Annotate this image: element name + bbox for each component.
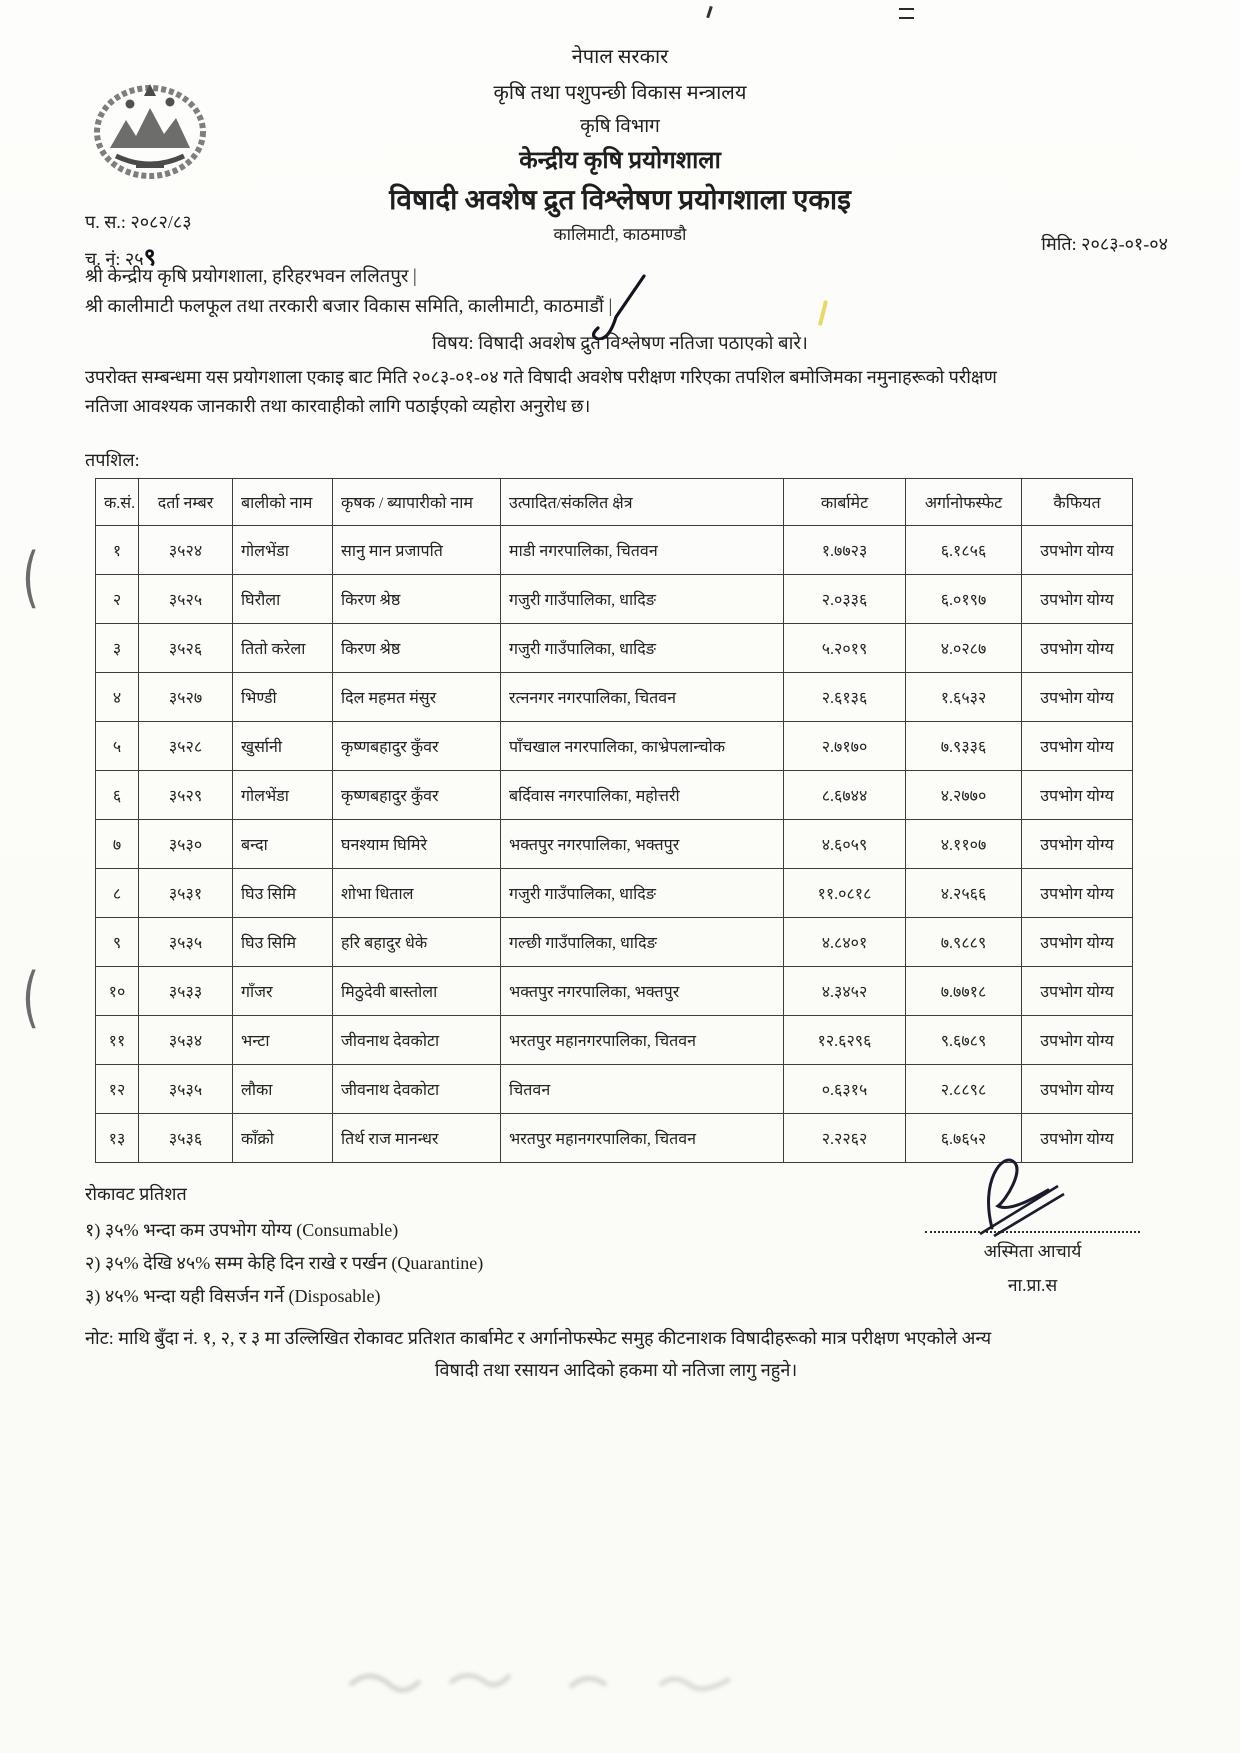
table-cell: गजुरी गाउँपालिका, धादिङ bbox=[501, 869, 784, 918]
table-cell: ७ bbox=[96, 820, 139, 869]
table-cell: ४.६०५९ bbox=[784, 820, 906, 869]
table-cell: तितो करेला bbox=[233, 624, 333, 673]
threshold-item: ३) ४५% भन्दा यही विसर्जन गर्ने (Disposable) bbox=[85, 1286, 381, 1306]
gov-line: नेपाल सरकार bbox=[571, 46, 669, 68]
table-cell: ८.६७४४ bbox=[784, 771, 906, 820]
table-cell: उपभोग योग्य bbox=[1022, 820, 1133, 869]
table-cell: उपभोग योग्य bbox=[1022, 967, 1133, 1016]
handwritten-signature bbox=[958, 1148, 1108, 1240]
table-cell: उपभोग योग्य bbox=[1022, 771, 1133, 820]
table-cell: गजुरी गाउँपालिका, धादिङ bbox=[501, 575, 784, 624]
addressee-line: श्री केन्द्रीय कृषि प्रयोगशाला, हरिहरभवन ललितपुर | bbox=[85, 267, 417, 287]
dispatch-number-handwritten: ९ bbox=[143, 242, 157, 271]
signatory-name: अस्मिता आचार्य bbox=[983, 1241, 1082, 1261]
column-header: अर्गानोफस्फेट bbox=[906, 479, 1022, 526]
column-header: क.सं. bbox=[96, 479, 139, 526]
table-row bbox=[96, 918, 1133, 967]
table-cell: उपभोग योग्य bbox=[1022, 673, 1133, 722]
ink-bleedthrough bbox=[340, 1655, 770, 1715]
dispatch-number-printed: च. नं: २५ bbox=[85, 249, 144, 269]
table-cell: ३५२५ bbox=[139, 575, 233, 624]
table-cell: उपभोग योग्य bbox=[1022, 1016, 1133, 1065]
table-cell: उपभोग योग्य bbox=[1022, 624, 1133, 673]
threshold-list bbox=[85, 1214, 483, 1313]
table-cell: चितवन bbox=[501, 1065, 784, 1114]
table-cell: ३५२४ bbox=[139, 526, 233, 575]
body-line: नतिजा आवश्यक जानकारी तथा कारवाहीको लागि पठाईएको व्यहोरा अनुरोध छ। bbox=[85, 396, 591, 416]
table-cell: ४.११०७ bbox=[906, 820, 1022, 869]
table-cell: ३५३१ bbox=[139, 869, 233, 918]
table-cell: ७.९८८९ bbox=[906, 918, 1022, 967]
table-cell: गाँजर bbox=[233, 967, 333, 1016]
table-cell: ३५२९ bbox=[139, 771, 233, 820]
table-cell: ३५२८ bbox=[139, 722, 233, 771]
table-cell: ९.६७८९ bbox=[906, 1016, 1022, 1065]
table-cell: ५.२०१९ bbox=[784, 624, 906, 673]
table-row bbox=[96, 967, 1133, 1016]
table-cell: ८ bbox=[96, 869, 139, 918]
subject-line: विषय: विषादी अवशेष द्रुत विश्लेषण नतिजा पठाएको बारे। bbox=[432, 334, 808, 354]
table-cell: ७.७७१८ bbox=[906, 967, 1022, 1016]
table-cell: ६ bbox=[96, 771, 139, 820]
table-cell: १ bbox=[96, 526, 139, 575]
department-line: कृषि विभाग bbox=[580, 116, 660, 137]
table-cell: ३५३३ bbox=[139, 967, 233, 1016]
table-cell: किरण श्रेष्ठ bbox=[333, 624, 501, 673]
table-cell: ९ bbox=[96, 918, 139, 967]
table-cell: ५ bbox=[96, 722, 139, 771]
table-cell: कृष्णबहादुर कुँवर bbox=[333, 771, 501, 820]
signature-block bbox=[925, 1148, 1140, 1297]
table-cell: ६.१८५६ bbox=[906, 526, 1022, 575]
table-cell: माडी नगरपालिका, चितवन bbox=[501, 526, 784, 575]
table-cell: घिउ सिमि bbox=[233, 918, 333, 967]
table-cell: भिण्डी bbox=[233, 673, 333, 722]
table-cell: ३५३४ bbox=[139, 1016, 233, 1065]
table-cell: ६.०१९७ bbox=[906, 575, 1022, 624]
table-row bbox=[96, 526, 1133, 575]
table-cell: उपभोग योग्य bbox=[1022, 1114, 1133, 1163]
table-row bbox=[96, 575, 1133, 624]
table-cell: पाँचखाल नगरपालिका, काभ्रेपलान्चोक bbox=[501, 722, 784, 771]
addressee-line: श्री कालीमाटी फलफूल तथा तरकारी बजार विकास समिति, कालीमाटी, काठमाडौं | bbox=[85, 297, 613, 317]
table-cell: भरतपुर महानगरपालिका, चितवन bbox=[501, 1016, 784, 1065]
note-line: नोट: माथि बुँदा नं. १, २, र ३ मा उल्लिखित रोकावट प्रतिशत कार्बामेट र अर्गानोफस्फेट समुह कीटनाशक विषादीहरूको मात्र परीक्षण भएकोले अन्य bbox=[85, 1328, 992, 1348]
column-header: कार्बामेट bbox=[784, 479, 906, 526]
table-cell: घनश्याम घिमिरे bbox=[333, 820, 501, 869]
table-cell: गजुरी गाउँपालिका, धादिङ bbox=[501, 624, 784, 673]
address-line: कालिमाटी, काठमाण्डौ bbox=[553, 225, 687, 244]
table-cell: १.६५३२ bbox=[906, 673, 1022, 722]
table-cell: १२.६२९६ bbox=[784, 1016, 906, 1065]
table-cell: ३५३५ bbox=[139, 918, 233, 967]
table-row bbox=[96, 624, 1133, 673]
table-cell: ४.२७७० bbox=[906, 771, 1022, 820]
column-header: कैफियत bbox=[1022, 479, 1133, 526]
threshold-item: १) ३५% भन्दा कम उपभोग योग्य (Consumable) bbox=[85, 1220, 399, 1240]
table-cell: ११.०८१८ bbox=[784, 869, 906, 918]
column-header: उत्पादित/संकलित क्षेत्र bbox=[501, 479, 784, 526]
yellow-pen-mark bbox=[818, 300, 828, 326]
note-paragraph bbox=[85, 1322, 1147, 1386]
table-cell: मिठुदेवी बास्तोला bbox=[333, 967, 501, 1016]
table-cell: २.०३३६ bbox=[784, 575, 906, 624]
table-cell: सानु मान प्रजापति bbox=[333, 526, 501, 575]
column-header: कृषक / ब्यापारीको नाम bbox=[333, 479, 501, 526]
table-cell: किरण श्रेष्ठ bbox=[333, 575, 501, 624]
table-cell: ३५२६ bbox=[139, 624, 233, 673]
table-cell: १२ bbox=[96, 1065, 139, 1114]
table-cell: ४.३४५२ bbox=[784, 967, 906, 1016]
body-line: उपरोक्त सम्बन्धमा यस प्रयोगशाला एकाइ बाट मिति २०८३-०१-०४ गते विषादी अवशेष परीक्षण गरिएका तपशिल बमोजिमका नमुनाहरूको परीक्षण bbox=[85, 367, 997, 387]
unit-title-line: विषादी अवशेष द्रुत विश्लेषण प्रयोगशाला एकाइ bbox=[389, 185, 851, 216]
column-header: दर्ता नम्बर bbox=[139, 479, 233, 526]
table-cell: बर्दिवास नगरपालिका, महोत्तरी bbox=[501, 771, 784, 820]
table-cell: ७.९३३६ bbox=[906, 722, 1022, 771]
table-cell: शोभा धिताल bbox=[333, 869, 501, 918]
table-cell: खुर्सानी bbox=[233, 722, 333, 771]
signatory-designation: ना.प्रा.स bbox=[1007, 1275, 1058, 1295]
table-row bbox=[96, 1065, 1133, 1114]
table-row bbox=[96, 673, 1133, 722]
table-cell: २ bbox=[96, 575, 139, 624]
table-cell: गल्छी गाउँपालिका, धादिङ bbox=[501, 918, 784, 967]
table-cell: २.७१७० bbox=[784, 722, 906, 771]
addressee-block bbox=[85, 262, 612, 322]
body-paragraph bbox=[85, 363, 1160, 421]
table-row bbox=[96, 869, 1133, 918]
table-row bbox=[96, 1016, 1133, 1065]
table-cell: काँक्रो bbox=[233, 1114, 333, 1163]
table-cell: भक्तपुर नगरपालिका, भक्तपुर bbox=[501, 967, 784, 1016]
ministry-line: कृषि तथा पशुपन्छी विकास मन्त्रालय bbox=[493, 82, 747, 104]
table-row bbox=[96, 771, 1133, 820]
table-cell: कृष्णबहादुर कुँवर bbox=[333, 722, 501, 771]
table-cell: घिरौला bbox=[233, 575, 333, 624]
table-cell: ४.०२८७ bbox=[906, 624, 1022, 673]
table-cell: ३५३५ bbox=[139, 1065, 233, 1114]
table-cell: हरि बहादुर धेके bbox=[333, 918, 501, 967]
letter-date: मिति: २०८३-०१-०४ bbox=[1041, 234, 1168, 254]
table-cell: उपभोग योग्य bbox=[1022, 526, 1133, 575]
details-label: तपशिल: bbox=[85, 450, 140, 470]
table-cell: उपभोग योग्य bbox=[1022, 1065, 1133, 1114]
table-cell: भन्टा bbox=[233, 1016, 333, 1065]
table-cell: भरतपुर महानगरपालिका, चितवन bbox=[501, 1114, 784, 1163]
lab-name-line: केन्द्रीय कृषि प्रयोगशाला bbox=[519, 148, 721, 174]
threshold-item: २) ३५% देखि ४५% सम्म केहि दिन राखे र पर्खन (Quarantine) bbox=[85, 1253, 484, 1273]
column-header: बालीको नाम bbox=[233, 479, 333, 526]
table-cell: जीवनाथ देवकोटा bbox=[333, 1065, 501, 1114]
table-cell: ३ bbox=[96, 624, 139, 673]
table-cell: ४.२५६६ bbox=[906, 869, 1022, 918]
table-cell: १३ bbox=[96, 1114, 139, 1163]
table-cell: गोलभेंडा bbox=[233, 526, 333, 575]
table-cell: बन्दा bbox=[233, 820, 333, 869]
results-table bbox=[95, 478, 1133, 1163]
table-cell: तिर्थ राज मानन्धर bbox=[333, 1114, 501, 1163]
table-cell: लौका bbox=[233, 1065, 333, 1114]
table-cell: दिल महमत मंसुर bbox=[333, 673, 501, 722]
table-cell: ४ bbox=[96, 673, 139, 722]
table-cell: २.२२६२ bbox=[784, 1114, 906, 1163]
table-cell: ३५३६ bbox=[139, 1114, 233, 1163]
table-cell: १.७७२३ bbox=[784, 526, 906, 575]
table-cell: ३५३० bbox=[139, 820, 233, 869]
scan-artifact-mark bbox=[706, 6, 712, 18]
table-cell: २.६१३६ bbox=[784, 673, 906, 722]
table-cell: उपभोग योग्य bbox=[1022, 575, 1133, 624]
note-line: विषादी तथा रसायन आदिको हकमा यो नतिजा लागु नहुने। bbox=[434, 1360, 798, 1380]
table-cell: १० bbox=[96, 967, 139, 1016]
table-cell: ०.६३१५ bbox=[784, 1065, 906, 1114]
table-cell: भक्तपुर नगरपालिका, भक्तपुर bbox=[501, 820, 784, 869]
threshold-heading: रोकावट प्रतिशत bbox=[85, 1184, 187, 1204]
table-cell: ६.७६५२ bbox=[906, 1114, 1022, 1163]
reference-number: प. स.: २०८२/८३ bbox=[85, 212, 192, 232]
table-body bbox=[96, 526, 1133, 1163]
table-cell: ३५२७ bbox=[139, 673, 233, 722]
table-cell: रत्ननगर नगरपालिका, चितवन bbox=[501, 673, 784, 722]
table-cell: ४.८४०१ bbox=[784, 918, 906, 967]
table-cell: ११ bbox=[96, 1016, 139, 1065]
table-cell: गोलभेंडा bbox=[233, 771, 333, 820]
scan-artifact-paren: ( bbox=[22, 539, 40, 616]
scan-artifact-mark bbox=[899, 8, 914, 19]
table-cell: उपभोग योग्य bbox=[1022, 918, 1133, 967]
table-row bbox=[96, 722, 1133, 771]
table-cell: उपभोग योग्य bbox=[1022, 869, 1133, 918]
table-cell: घिउ सिमि bbox=[233, 869, 333, 918]
table-header-row bbox=[96, 479, 1133, 526]
table-row bbox=[96, 820, 1133, 869]
table-cell: जीवनाथ देवकोटा bbox=[333, 1016, 501, 1065]
scan-artifact-paren: ( bbox=[22, 959, 40, 1036]
table-cell: उपभोग योग्य bbox=[1022, 722, 1133, 771]
table-cell: २.८८९८ bbox=[906, 1065, 1022, 1114]
